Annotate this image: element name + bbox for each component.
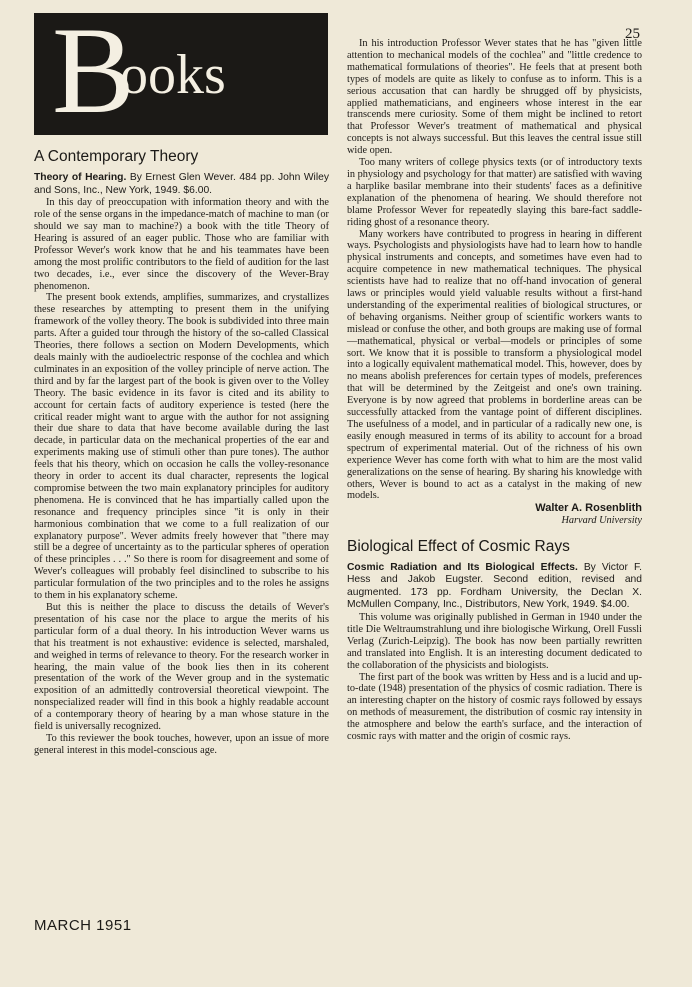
book-details: By Victor F. Hess and Jakob Eugster. Second edition, revised and augmented. 173 pp. Fordham University, the Declan X. McMullen Company, Inc., Distributors, New York, 1949. $4.00. [347, 561, 642, 611]
review-heading: Biological Effect of Cosmic Rays [347, 537, 570, 555]
reviewer-name: Walter A. Rosenblith [535, 502, 642, 515]
paragraph: Too many writers of college physics texts (or of introductory texts in physiology and psychology for that matter) are satisfied with waving a harplike basilar membrane into their students' faces as a definitive explanation of the phenomena of hearing. We should therefore not blame Professor Wever for repeatedly slaying this bare-fact saddle-riding ghost of a resonance theory. [347, 157, 642, 228]
book-citation [347, 562, 642, 612]
right-column [347, 38, 642, 743]
paragraph: Many workers have contributed to progress in hearing in different ways. Psychologists and physiologists have had to learn how to handle physical instruments and concepts, and sometimes have even had to acquire competence in new mathematical techniques. The physical scientists have had to realize that no off-hand invocation of general laws or principles would yield valuable results without a first-hand understanding of the experimental realities of biological structures, or of behaving organisms. Neither group of scientific workers wants to mislead or confuse the other, and both groups are making use of formal—mathematical, physical or verbal—models or principles of some sort. We know that it is possible to transform a physiological model into a logically equivalent mathematical model. This, however, does by no means abolish preferences for certain types of models, preferences that will be determined by the Zeitgeist and one's own training. Everyone is by now agreed that problems in borderline areas can be successfully attacked from the vantage point of different disciplines. The usefulness of a model, and in particular of a radically new one, is easily enough measured in terms of its ability to account for a broad spectrum of experimental material. Out of the richness of his own experience Wever has come forth with what to him are the most valid generalizations on the sense of hearing. By sharing his knowledge with others, Wever is bound to act as a catalyst in the making of new models. [347, 228, 642, 502]
left-column [34, 147, 329, 757]
paragraph: The first part of the book was written by Hess and is a lucid and up-to-date (1948) presentation of the physics of cosmic radiation. There is an interesting chapter on the history of cosmic rays followed by essays on methods of measurement, the distribution of cosmic ray intensity in the atmosphere and below the earth's surface, and the interaction of cosmic rays with matter and the origin of cosmic rays. [347, 671, 642, 743]
paragraph: The present book extends, amplifies, summarizes, and crystallizes these researches by attempting to present them in the unifying framework of the volley theory. The book is subdivided into three main parts. After a guided tour through the history of the so-called Classical Theories, there follows a section on Modern Developments, which deals mainly with the audioelectric response of the cochlea and which culminates in an exposition of the volley principle of nerve action. The third and by far the largest part of the book is given over to the Volley Theory. The basic evidence in its favor is cited and its ability to account for certain facts of auditory experience is tested (here the critical reader might want to argue with the author for not assigning their due share to data that have become available during the last decade, in particular data on the mechanical properties of the ear and experiments making use of stimuli other than pure tones). The author feels that his theory, which on occasion he calls the volley-resonance theory in order to accent its dual character, represents the logical compromise between the two main explanatory principles for auditory phenomena. He is convinced that he has impartially called upon the resonance and frequency principles since "it is only in their harmonious combination that we come to a full realization of our explanatory purpose". Wever admits freely however that "there may still be a degree of uncertainty as to the particular spheres of operation of these principles . . ." So there is room for disagreement and some of Wever's colleagues will probably feel disinclined to subscribe to his particular formulation of the two principles and to the roles he assigns to them in his explanatory scheme. [34, 292, 329, 602]
book-details: By Ernest Glen Wever. 484 pp. John Wiley and Sons, Inc., New York, 1949. $6.00. [34, 172, 329, 196]
paragraph: But this is neither the place to discuss the details of Wever's presentation of his case nor the place to argue the merits of his particular form of a dual theory. In his introduction Wever warns us that his treatment is not exhaustive: evidence is selected, marshaled, and weighed in terms of relevance to theory. For the research worker in hearing, the main value of the book lies then in its coherent presentation of the work of the Wever group and in the systematic exposition of an admittedly controversial theoretical viewpoint. The nonspecialized reader will find in this book a highly readable account of a contemporary theory of hearing by a man whose stature in the field is universally recognized. [34, 602, 329, 733]
issue-date-footer: MARCH 1951 [34, 917, 132, 934]
page-number: 25 [625, 26, 640, 42]
book-title: Cosmic Radiation and Its Biological Effects. [347, 561, 578, 573]
paragraph: In his introduction Professor Wever states that he has "given little attention to mechanical models of the cochlea" and "little credence to mathematical formulations of theories". He feels that at present both types of models are quite as likely to confuse as to inform. This is a serious accusation that can hardly be shrugged off by physicists, applied mathematicians, and engineers whose interest in the ear transcends mere curiosity. Some of them might be inclined to retort that Professor Wever's treatment of mathematical and physical concepts is not always successful. But this leaves the central issue still wide open. [347, 38, 642, 157]
paragraph: In this day of preoccupation with information theory and with the role of the sense organs in the impedance-match of machine to man (or should we say man to machine?) a book with the title Theory of Hearing is assured of an eager public. Those who are familiar with Professor Wever's work know that he and his teammates have been among the most prolific contributors to the field of audition for the last two decades, i.e., ever since the discovery of the Wever-Bray phenomenon. [34, 197, 329, 292]
paragraph: To this reviewer the book touches, however, upon an issue of more general interest in this model-conscious age. [34, 732, 329, 756]
paragraph: This volume was originally published in German in 1940 under the title Die Weltraumstrahlung und ihre biologische Wirkung, Orell Fussli Verlag (Zurich-Leipzig). The book has now been partially rewritten and translated into English. It is an interesting document dedicated to the collaboration of the physicists and biologists. [347, 612, 642, 671]
book-title: Theory of Hearing. [34, 172, 127, 183]
masthead-rest: ooks [120, 44, 226, 106]
masthead-initial: B [52, 13, 135, 135]
reviewer-affiliation: Harvard University [561, 514, 642, 526]
review-heading: A Contemporary Theory [34, 148, 199, 165]
book-citation [34, 172, 329, 197]
books-masthead [34, 13, 328, 135]
